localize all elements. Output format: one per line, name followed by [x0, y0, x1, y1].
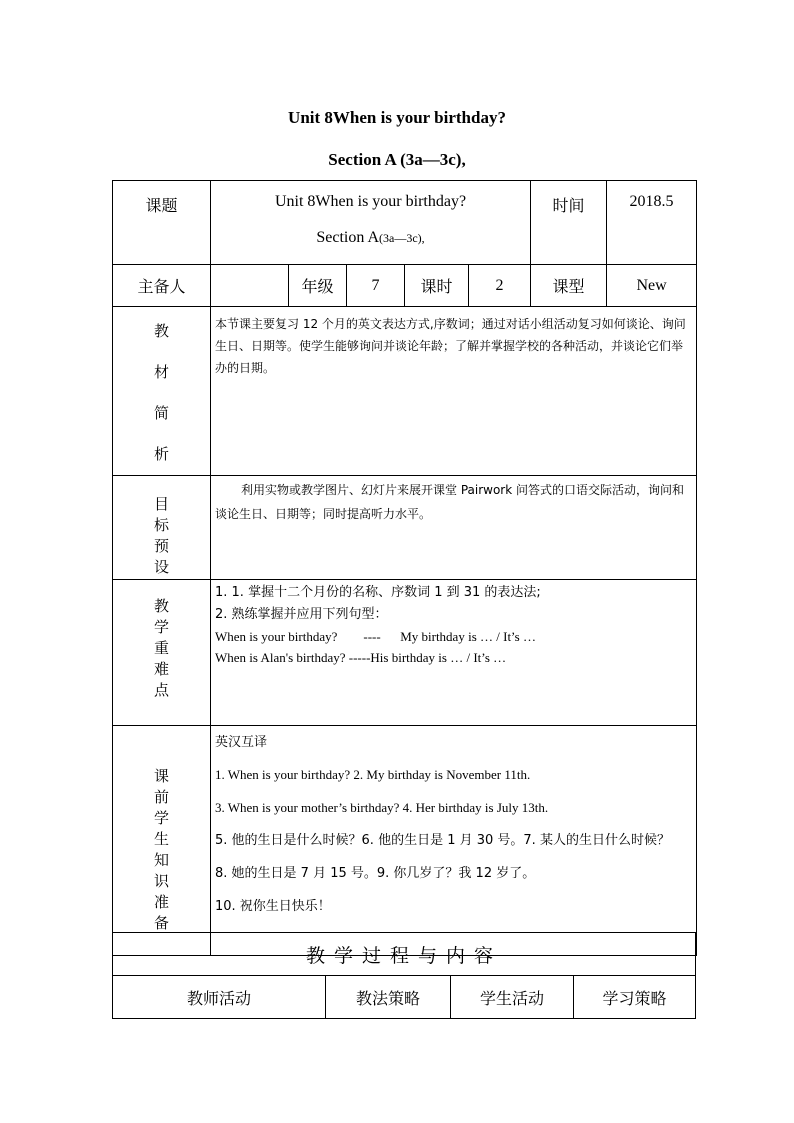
topic-line1: Unit 8When is your birthday?: [274, 193, 467, 210]
textbook-label-char: 析: [153, 445, 169, 463]
keypoints-label-char: 学: [153, 618, 169, 636]
topic-row: [113, 181, 697, 265]
textbook-label-char: 材: [153, 363, 169, 381]
preview-item: 5. 他的生日是什么时候？6. 他的生日是 1 月 30 号。7. 某人的生日什么时候？: [215, 833, 670, 848]
preview-label-char: 备: [153, 914, 169, 932]
teacher-activity-header: 教师活动: [113, 976, 326, 1019]
preparer-label: 主备人: [113, 265, 211, 307]
preview-label-char: 课: [153, 767, 169, 785]
preview-row: [113, 726, 697, 956]
keypoints-label-cell: [113, 580, 211, 726]
goals-label-char: 预: [153, 537, 169, 555]
time-value: 2018.5: [629, 193, 674, 210]
keypoints-label-char: 重: [153, 639, 169, 657]
textbook-content-cell: [211, 307, 697, 476]
preview-label-char: 准: [153, 893, 169, 911]
time-label-cell: [531, 181, 607, 265]
goals-label-cell: [113, 476, 211, 580]
time-label: 时间: [552, 196, 585, 215]
preview-content-cell: [211, 726, 697, 956]
keypoints-label-char: 难: [153, 660, 169, 678]
preview-heading: 英汉互译: [215, 735, 268, 750]
time-value-cell: [607, 181, 697, 265]
process-title: 教学过程与内容: [113, 933, 696, 976]
learning-strategy-header: 学习策略: [574, 976, 696, 1019]
keypoints-label-char: 教: [153, 597, 169, 615]
topic-label-cell: [113, 181, 211, 265]
info-row: [113, 265, 697, 307]
textbook-label-char: 教: [153, 322, 169, 340]
topic-label: 课题: [145, 196, 178, 215]
keypoints-label-char: 点: [153, 681, 169, 699]
type-value: New: [607, 265, 697, 307]
goals-content-cell: [211, 476, 697, 580]
keypoints-pattern-line: When is your birthday? ---- My birthday is … / It’s …: [215, 629, 536, 644]
preview-label-cell: [113, 726, 211, 956]
preview-label-char: 学: [153, 809, 169, 827]
textbook-label-char: 简: [153, 404, 169, 422]
preview-item: 3. When is your mother’s birthday? 4. Her birthday is July 13th.: [215, 800, 549, 815]
preview-item: 1. When is your birthday? 2. My birthday is November 11th.: [215, 767, 531, 782]
preparer-value: [211, 265, 289, 307]
textbook-row: [113, 307, 697, 476]
keypoints-content-cell: [211, 580, 697, 726]
goals-label-char: 设: [153, 558, 169, 576]
goals-content: 利用实物或教学图片、幻灯片来展开课堂 Pairwork 问答式的口语交际活动，询问和谈论生日、日期等；同时提高听力水平。: [215, 483, 684, 521]
teaching-process-table: [112, 932, 696, 1019]
grade-label: 年级: [289, 265, 347, 307]
keypoints-line: 1. 1. 掌握十二个月份的名称、序数词 1 到 31 的表达法;: [215, 585, 541, 600]
grade-value: 7: [347, 265, 405, 307]
goals-label-char: 标: [153, 516, 169, 534]
preview-item: 10. 祝你生日快乐！: [215, 899, 331, 914]
period-label: 课时: [405, 265, 469, 307]
preview-item: 8. 她的生日是 7 月 15 号。9. 你几岁了？我 12 岁了。: [215, 866, 536, 881]
preview-label-char: 生: [153, 830, 169, 848]
document-title: Unit 8When is your birthday?: [288, 108, 506, 127]
topic-line2-main: Section A: [316, 229, 380, 246]
period-value: 2: [469, 265, 531, 307]
preview-label-char: 识: [153, 872, 169, 890]
lesson-plan-table: [112, 180, 697, 956]
document-subtitle: Section A (3a—3c),: [328, 150, 466, 169]
goals-label-char: 目: [153, 495, 169, 513]
keypoints-row: [113, 580, 697, 726]
keypoints-pattern-line: When is Alan's birthday? -----His birthday is … / It’s …: [215, 650, 507, 665]
preview-label-char: 前: [153, 788, 169, 806]
textbook-label-cell: [113, 307, 211, 476]
preview-label-char: 知: [153, 851, 169, 869]
topic-line2-sub: (3a—3c),: [379, 231, 425, 245]
type-label: 课型: [531, 265, 607, 307]
teaching-strategy-header: 教法策略: [326, 976, 451, 1019]
goals-row: [113, 476, 697, 580]
student-activity-header: 学生活动: [451, 976, 574, 1019]
textbook-content: 本节课主要复习 12 个月的英文表达方式,序数词；通过对话小组活动复习如何谈论、询问生日、日期等。使学生能够询问并谈论年龄；了解并掌握学校的各种活动，并谈论它们举办的日期。: [215, 317, 686, 375]
keypoints-line: 2. 熟练掌握并应用下列句型：: [215, 607, 388, 622]
topic-cell: [211, 181, 531, 265]
